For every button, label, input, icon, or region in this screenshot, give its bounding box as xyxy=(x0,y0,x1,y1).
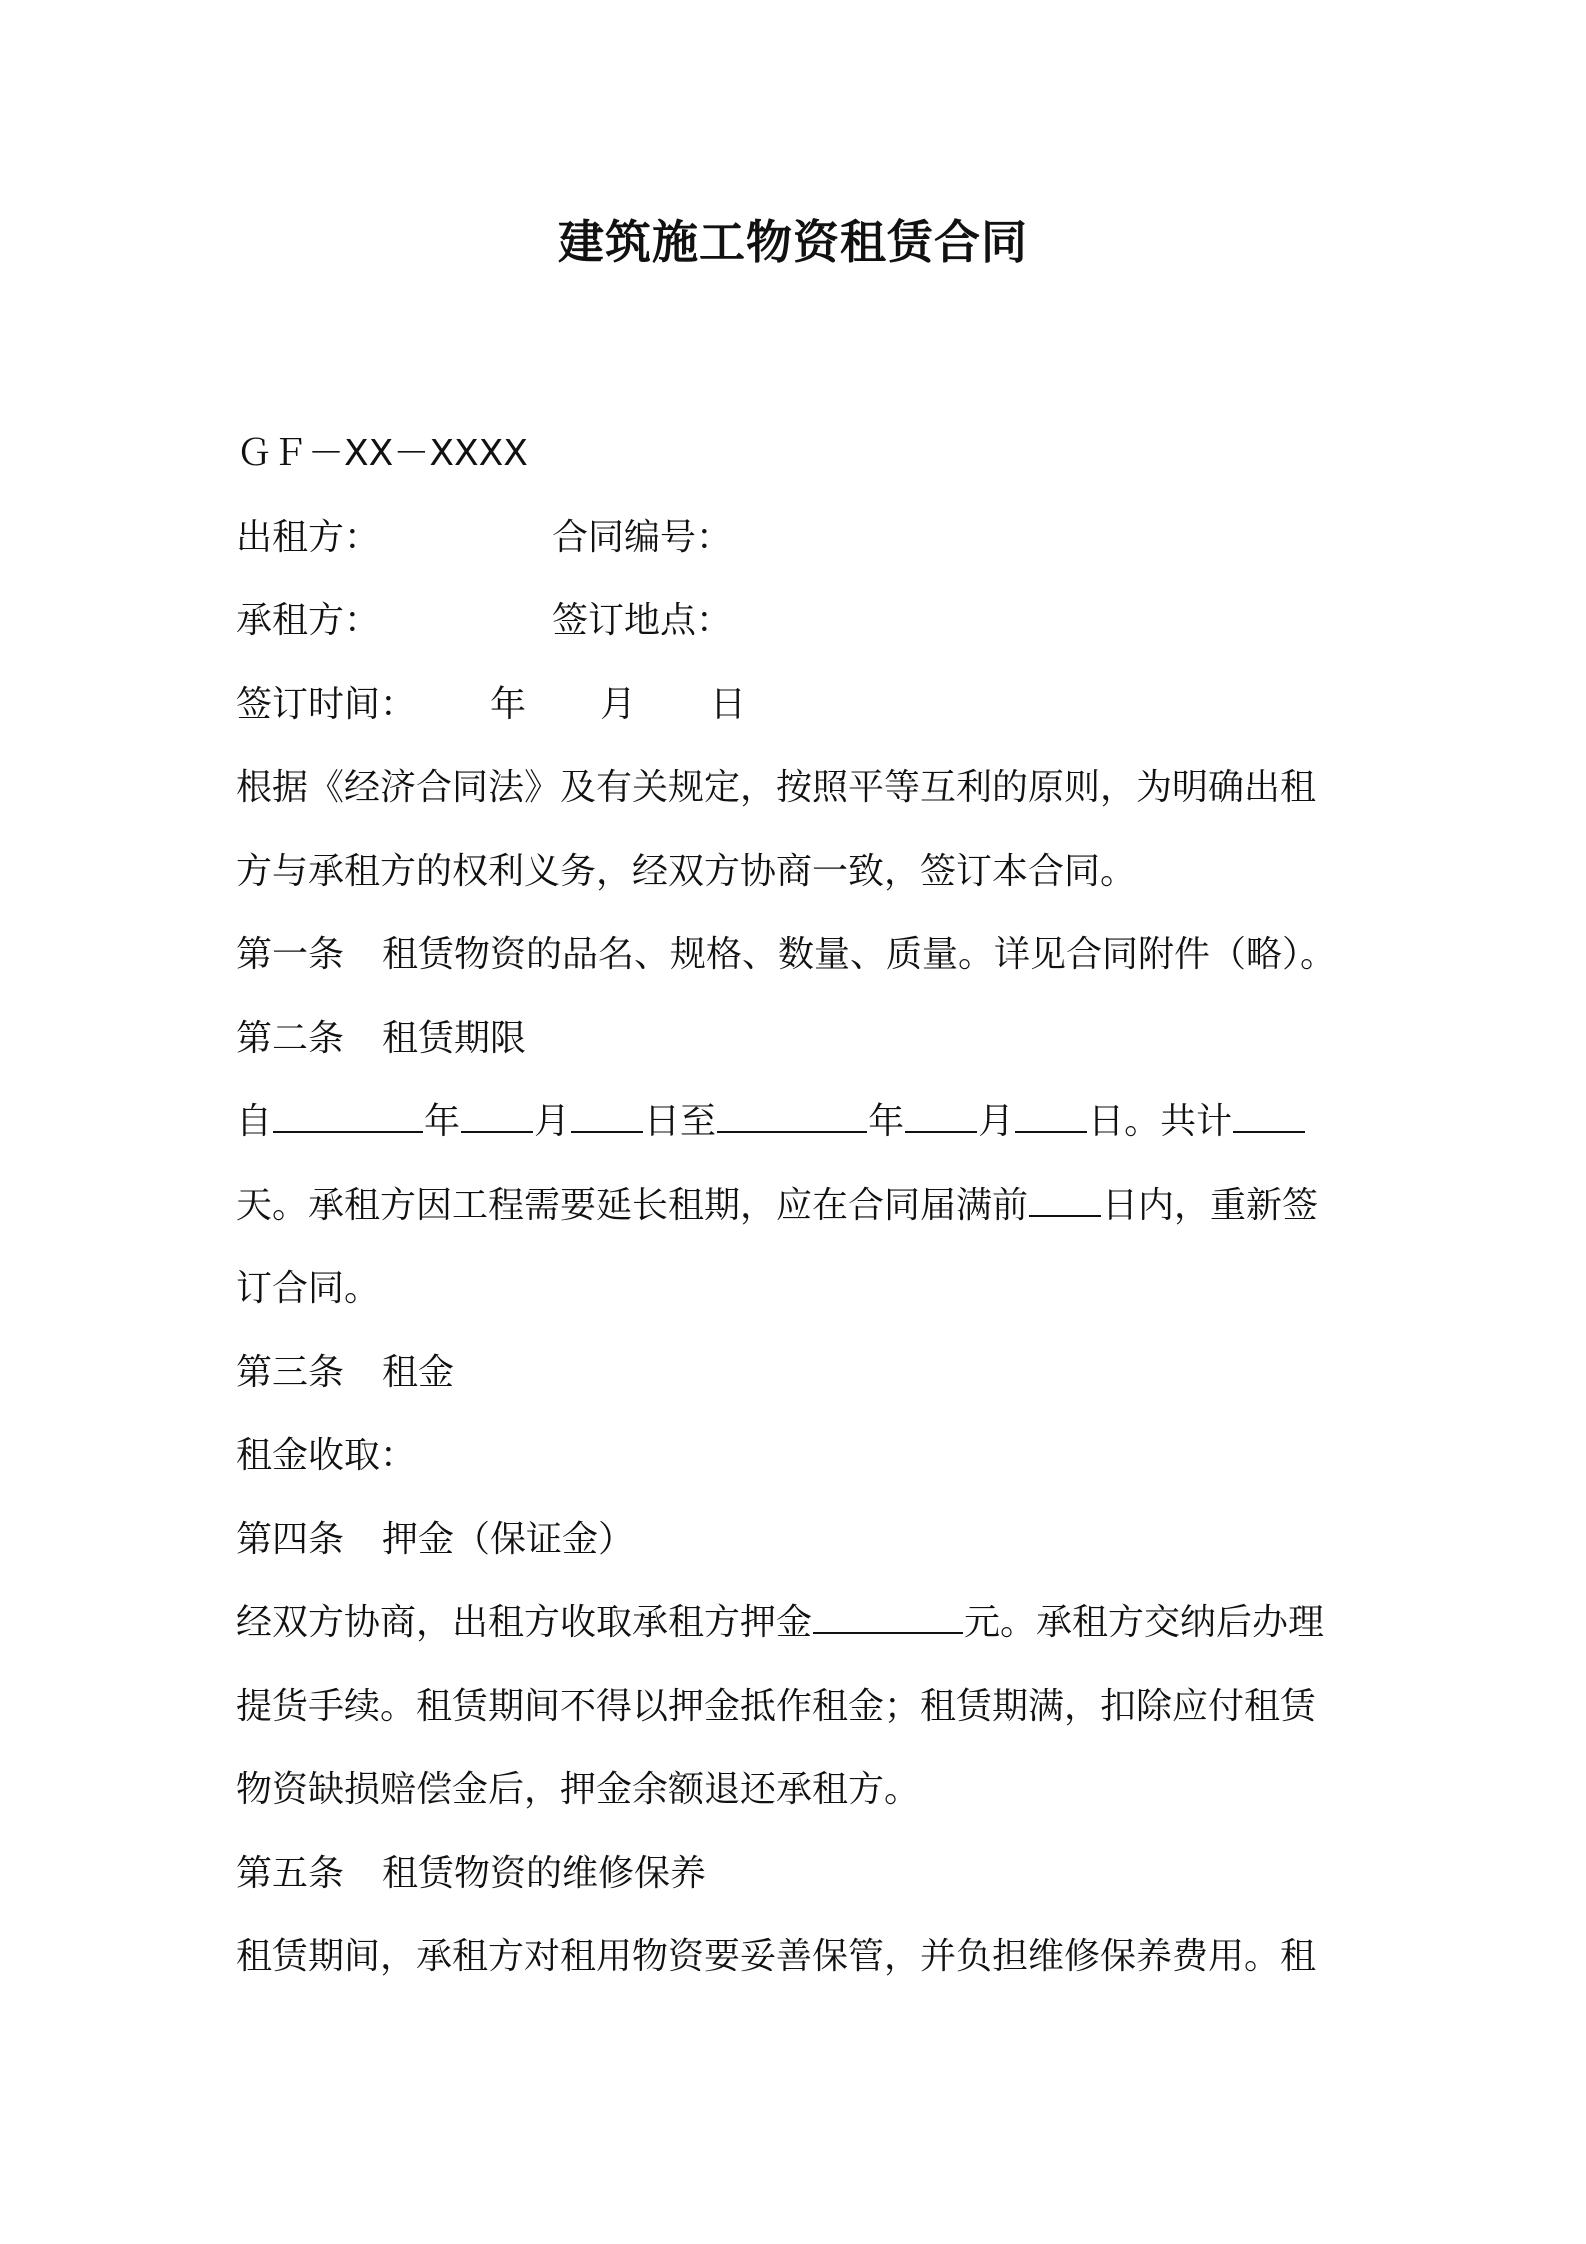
term-from: 自 xyxy=(236,1101,273,1142)
sign-place-label: 签订地点： xyxy=(552,600,733,641)
deposit-line-1a: 经双方协商，出租方收取承租方押金 xyxy=(236,1602,813,1643)
start-month-blank xyxy=(461,1101,533,1133)
deposit-line-1b: 元。承租方交纳后办理 xyxy=(964,1602,1325,1643)
document-body xyxy=(236,412,1356,1999)
contract-no-label: 合同编号： xyxy=(552,516,733,558)
article-5-heading: 第五条 xyxy=(236,1852,345,1894)
term-day-to: 日至 xyxy=(644,1101,717,1142)
end-month-blank xyxy=(905,1101,977,1133)
article-2-text: 租赁期限 xyxy=(382,1017,527,1059)
term-line-2a: 天。承租方因工程需要延长租期，应在合同届满前 xyxy=(236,1184,1029,1226)
rent-collect: 租金收取： xyxy=(236,1435,417,1476)
term-end-month: 月 xyxy=(978,1101,1015,1142)
term-line-1 xyxy=(236,1080,1356,1164)
article-5 xyxy=(236,1832,1356,1916)
lessee-label: 承租方： xyxy=(236,600,381,641)
term-line-2b: 日内，重新签 xyxy=(1102,1184,1319,1226)
deposit-amount-blank xyxy=(813,1602,963,1634)
sign-time-row xyxy=(236,663,1356,747)
term-start-year: 年 xyxy=(424,1101,461,1142)
maintenance-line-1: 租赁期间，承租方对租用物资要妥善保管，并负担维修保养费用。租 xyxy=(236,1936,1317,1977)
preamble-line-2: 方与承租方的权利义务，经双方协商一致，签订本合同。 xyxy=(236,850,1137,892)
renewal-days-blank xyxy=(1029,1185,1101,1217)
article-5-text: 租赁物资的维修保养 xyxy=(382,1852,707,1894)
lessee-row xyxy=(236,579,1356,663)
article-2-heading: 第二条 xyxy=(236,1017,345,1059)
article-2 xyxy=(236,997,1356,1081)
lessor-row xyxy=(236,496,1356,580)
sign-year: 年 xyxy=(490,683,527,725)
term-line-2 xyxy=(236,1164,1356,1248)
sign-month: 月 xyxy=(600,683,637,725)
term-line-3: 订合同。 xyxy=(236,1268,381,1309)
total-days-blank xyxy=(1233,1101,1305,1133)
sign-day: 日 xyxy=(710,683,747,725)
preamble-line-1: 根据《经济合同法》及有关规定，按照平等互利的原则，为明确出租 xyxy=(236,767,1317,808)
sign-time-label: 签订时间： xyxy=(236,683,417,725)
term-day-total: 日。共计 xyxy=(1088,1101,1233,1142)
article-1-text: 租赁物资的品名、规格、数量、质量。详见合同附件（略）。 xyxy=(382,934,1337,975)
document-title: 建筑施工物资租赁合同 xyxy=(558,215,1028,269)
article-1-heading: 第一条 xyxy=(236,934,345,975)
deposit-line-3: 物资缺损赔偿金后，押金余额退还承租方。 xyxy=(236,1769,921,1810)
article-4-heading: 第四条 xyxy=(236,1518,345,1560)
end-year-blank xyxy=(717,1101,867,1133)
article-3-heading: 第三条 xyxy=(236,1351,345,1393)
lessor-label: 出租方： xyxy=(236,516,381,558)
article-4 xyxy=(236,1498,1356,1582)
deposit-line-1 xyxy=(236,1581,1356,1665)
term-end-year: 年 xyxy=(868,1101,905,1142)
article-4-text: 押金（保证金） xyxy=(382,1518,635,1560)
deposit-line-2: 提货手续。租赁期间不得以押金抵作租金；租赁期满，扣除应付租赁 xyxy=(236,1685,1317,1727)
end-day-blank xyxy=(1015,1101,1087,1133)
document-code: ＧＦ－XX－XXXX xyxy=(236,433,528,474)
term-start-month: 月 xyxy=(534,1101,571,1142)
start-day-blank xyxy=(571,1101,643,1133)
article-3-text: 租金 xyxy=(382,1351,455,1393)
article-1 xyxy=(236,913,1356,997)
start-year-blank xyxy=(273,1101,423,1133)
article-3 xyxy=(236,1331,1356,1415)
